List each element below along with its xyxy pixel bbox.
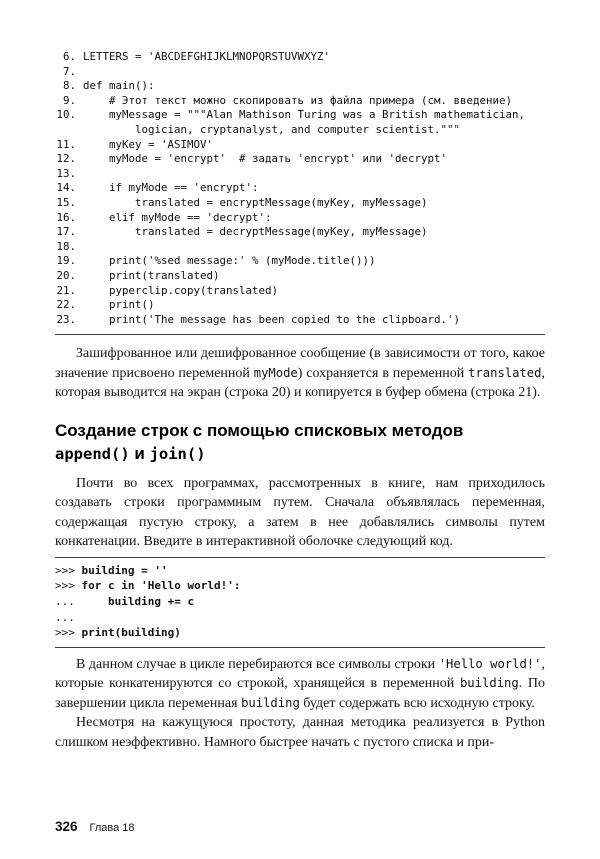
code-line xyxy=(55,269,545,284)
code-line xyxy=(55,123,545,138)
code-line xyxy=(55,167,545,182)
code-line xyxy=(55,298,545,313)
line-number: 12. xyxy=(56,152,76,166)
text-run: Несмотря на кажущуюся простоту, данная методика реализуется в Python слишком неэффективно. Намного быстрее начать с пустого списка и при- xyxy=(55,715,545,750)
shell-line xyxy=(55,563,545,579)
line-code: print() xyxy=(83,298,155,312)
code-line xyxy=(55,254,545,269)
text-run: for c in 'Hello world!': xyxy=(81,579,241,593)
text-run: ... xyxy=(55,610,75,624)
line-code: pyperclip.copy(translated) xyxy=(83,283,279,297)
text-run: и xyxy=(129,443,150,463)
text-run: myMode xyxy=(253,365,298,380)
line-code: if myMode == 'encrypt': xyxy=(83,181,259,195)
paragraph-mymode xyxy=(55,344,545,403)
code-line xyxy=(55,79,545,94)
line-code: print('%sed message:' % (myMode.title())) xyxy=(83,254,376,268)
text-run: building += c xyxy=(81,594,195,608)
text-run: building = '' xyxy=(81,563,168,577)
code-line xyxy=(55,65,545,80)
line-code: translated = decryptMessage(myKey, myMessage) xyxy=(83,225,428,239)
text-run: 'Hello world!' xyxy=(438,656,542,671)
text-run: building xyxy=(459,676,519,691)
line-code: myMessage = """Alan Mathison Turing was a British mathematician, xyxy=(83,108,526,122)
text-run: building xyxy=(241,695,300,710)
line-number: 16. xyxy=(56,210,76,224)
code-line xyxy=(55,152,545,167)
text-run: будет содержать всю исходную строку. xyxy=(299,695,535,711)
line-number: 20. xyxy=(56,268,76,282)
code-line xyxy=(55,313,545,328)
shell-block xyxy=(55,558,545,647)
text-run: append() xyxy=(55,444,130,463)
text-run: print(building) xyxy=(81,626,181,640)
line-code: logician, cryptanalyst, and computer scientist.""" xyxy=(83,122,461,136)
paragraph-intro xyxy=(55,474,545,552)
shell-line xyxy=(55,594,545,610)
line-number: 11. xyxy=(56,137,76,151)
line-number: 18. xyxy=(56,239,76,253)
text-run: >>> xyxy=(55,563,82,577)
line-number: 6. xyxy=(56,50,76,63)
code-line xyxy=(55,108,545,123)
text-run: translated xyxy=(468,365,542,380)
line-number: 21. xyxy=(56,283,76,297)
code-line xyxy=(55,50,545,65)
line-code: LETTERS = 'ABCDEFGHIJKLMNOPQRSTUVWXYZ' xyxy=(83,50,331,63)
line-number: 14. xyxy=(56,181,76,195)
text-run: . По завершении цикла переменная xyxy=(55,676,545,711)
text-run: , которая выводится на экран (строка 20) и копируется в буфер обмена (строка 21). xyxy=(55,365,545,401)
code-line xyxy=(55,196,545,211)
line-code: def main(): xyxy=(83,79,155,93)
line-code: myMode = 'encrypt' # задать 'encrypt' или 'decrypt' xyxy=(83,152,448,166)
code-line xyxy=(55,138,545,153)
text-run: ... xyxy=(55,594,82,608)
paragraph-inefficient xyxy=(55,713,545,752)
text-run: >>> xyxy=(55,626,82,640)
text-run: ) сохраняется в переменной xyxy=(297,365,469,381)
shell-line xyxy=(55,610,545,626)
line-code: translated = encryptMessage(myKey, myMessage) xyxy=(83,195,428,209)
line-number: 19. xyxy=(56,254,76,268)
listing-divider xyxy=(55,334,545,335)
text-run: join() xyxy=(149,444,206,463)
text-run: , которые конкатенируются со строкой, хранящейся в переменной xyxy=(55,656,545,692)
line-number: 9. xyxy=(56,93,76,107)
line-number: 23. xyxy=(56,312,76,326)
code-line xyxy=(55,94,545,109)
line-number: 13. xyxy=(56,166,76,180)
paragraph-loop xyxy=(55,655,545,714)
line-code: myKey = 'ASIMOV' xyxy=(83,137,214,151)
page-footer xyxy=(55,819,135,834)
section-heading xyxy=(55,419,545,466)
code-line xyxy=(55,240,545,255)
shell-line xyxy=(55,578,545,594)
text-run: Почти во всех программах, рассмотренных в книге, нам приходилось создавать строки программным путем. Сначала объявлялась переменная, содержащая пустую строку, а затем в нее добавлялись символы путем конкатенации. Введите в интерактивной оболочке следующий код. xyxy=(55,475,545,550)
line-number: 22. xyxy=(56,298,76,312)
section-heading-line2 xyxy=(55,442,545,466)
section-heading-line1: Создание строк с помощью списковых методов xyxy=(55,420,464,440)
line-number: 7. xyxy=(56,64,76,78)
line-number: 10. xyxy=(56,108,76,122)
line-number: 15. xyxy=(56,195,76,209)
text-run: В данном случае в цикле перебираются все символы строки xyxy=(76,656,439,672)
code-line xyxy=(55,211,545,226)
shell-line xyxy=(55,625,545,641)
line-code: print('The message has been copied to the clipboard.') xyxy=(83,312,461,326)
line-number: 8. xyxy=(56,79,76,93)
page-number: 326 xyxy=(55,819,78,834)
line-code: # Этот текст можно скопировать из файла примера (см. введение) xyxy=(83,93,513,107)
line-number: 17. xyxy=(56,225,76,239)
chapter-label: Глава 18 xyxy=(89,822,135,834)
code-line xyxy=(55,181,545,196)
code-line xyxy=(55,225,545,240)
shell-bottom-divider xyxy=(55,647,545,648)
text-run: Зашифрованное или дешифрованное сообщение (в зависимости от того, какое значение присвоено переменной xyxy=(55,346,545,381)
text-run: >>> xyxy=(55,579,82,593)
code-listing xyxy=(55,50,545,327)
line-code: elif myMode == 'decrypt': xyxy=(83,210,272,224)
line-code: print(translated) xyxy=(83,268,220,282)
code-line xyxy=(55,284,545,299)
